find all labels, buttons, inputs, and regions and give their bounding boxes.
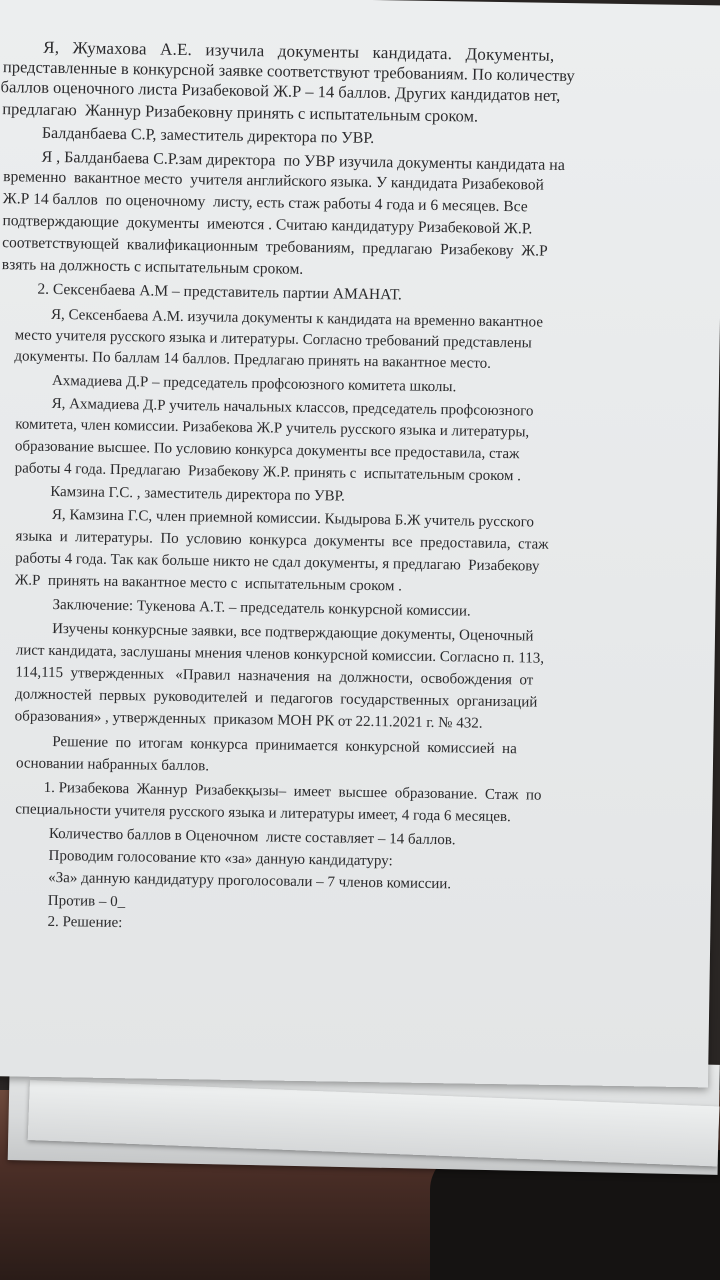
text-line: временно вакантное место учителя английского языка. У кандидата Ризабековой bbox=[3, 168, 544, 194]
text-line: Я, Жумахова А.Е. изучила документы кандидата. Документы, bbox=[43, 37, 555, 65]
text-line: образования» , утвержденных приказом МОН РК от 22.11.2021 г. № 432. bbox=[14, 708, 483, 732]
text-line: языка и литературы. По условию конкурса документы все предоставила, стаж bbox=[15, 528, 549, 553]
text-line: подтверждающие документы имеются . Считаю кандидатуру Ризабековой Ж.Р. bbox=[2, 212, 533, 238]
text-line: представленные в конкурсной заявке соответствуют требованиям. По количеству bbox=[2, 57, 575, 86]
text-line: Решение по итогам конкурса принимается конкурсной комиссией на bbox=[52, 733, 517, 758]
text-line: лист кандидата, заслушаны мнения членов конкурсной комиссии. Согласно п. 113, bbox=[15, 642, 545, 667]
text-line: образование высшее. По условию конкурса документы все предоставила, стаж bbox=[14, 438, 520, 463]
text-line: 2. Решение: bbox=[47, 913, 123, 932]
text-line: 1. Ризабекова Жаннур Ризабекқызы– имеет высшее образование. Стаж по bbox=[43, 779, 542, 804]
text-line: баллов оценочного листа Ризабековой Ж.Р – 14 баллов. Других кандидатов нет, bbox=[0, 77, 561, 105]
text-line: предлагаю Жаннур Ризабековну принять с испытательным сроком. bbox=[2, 99, 479, 126]
text-line: взять на должность с испытательным сроком. bbox=[1, 256, 304, 278]
text-line: 114,115 утвержденных «Правил назначения на должности, освобождения от bbox=[15, 664, 534, 689]
text-line: документы. По баллам 14 баллов. Предлагаю принять на вакантное место. bbox=[14, 348, 492, 372]
text-line: Заключение: Тукенова А.Т. – председатель конкурсной комиссии. bbox=[52, 596, 471, 620]
text-line: Против – 0_ bbox=[47, 892, 126, 911]
text-line: Балданбаева С.Р, заместитель директора по УВР. bbox=[41, 124, 375, 147]
text-line: Количество баллов в Оценочном листе составляет – 14 баллов. bbox=[48, 825, 456, 849]
text-line: комитета, член комиссии. Ризабекова Ж.Р учитель русского языка и литературы, bbox=[15, 416, 530, 441]
text-line: Ж.Р принять на вакантное место с испытательным сроком . bbox=[14, 572, 403, 595]
text-line: специальности учителя русского языка и литературы имеет, 4 года 6 месяцев. bbox=[15, 801, 511, 826]
text-line: Проводим голосование кто «за» данную кандидатуру: bbox=[48, 847, 393, 870]
text-line: Ахмадиева Д.Р – председатель профсоюзного комитета школы. bbox=[51, 372, 457, 396]
text-line: должностей первых руководителей и педагогов государственных организаций bbox=[14, 686, 538, 711]
text-line: Я , Балданбаева С.Р.зам директора по УВР изучила документы кандидата на bbox=[41, 148, 566, 174]
text-line: место учителя русского языка и литературы. Согласно требований представлены bbox=[14, 327, 532, 352]
text-line: Я, Камзина Г.С, член приемной комиссии. Кыдырова Б.Ж учитель русского bbox=[51, 506, 535, 531]
text-line: 2. Сексенбаева А.М – представитель партии АМАНАТ. bbox=[37, 280, 402, 304]
text-line: Камзина Г.С. , заместитель директора по УВР. bbox=[50, 483, 345, 505]
text-line: «За» данную кандидатуру проголосовали – 7 членов комиссии. bbox=[48, 869, 452, 893]
text-line: работы 4 года. Предлагаю Ризабекову Ж.Р. принять с испытательным сроком . bbox=[14, 460, 522, 485]
text-line: Изучены конкурсные заявки, все подтверждающие документы, Оценочный bbox=[52, 620, 534, 645]
text-line: основании набранных баллов. bbox=[15, 755, 210, 775]
text-line: работы 4 года. Так как больше никто не сдал документы, я предлагаю Ризабекову bbox=[15, 550, 540, 575]
text-line: соответствующей квалификационным требованиям, предлагаю Ризабекову Ж.Р bbox=[2, 234, 548, 260]
text-line: Я, Ахмадиева Д.Р учитель начальных классов, председатель профсоюзного bbox=[51, 395, 534, 420]
text-line: Ж.Р 14 баллов по оценочному листу, есть стаж работы 4 года и 6 месяцев. Все bbox=[2, 190, 528, 216]
text-line: Я, Сексенбаева А.М. изучила документы к кандидата на временно вакантное bbox=[50, 306, 544, 331]
